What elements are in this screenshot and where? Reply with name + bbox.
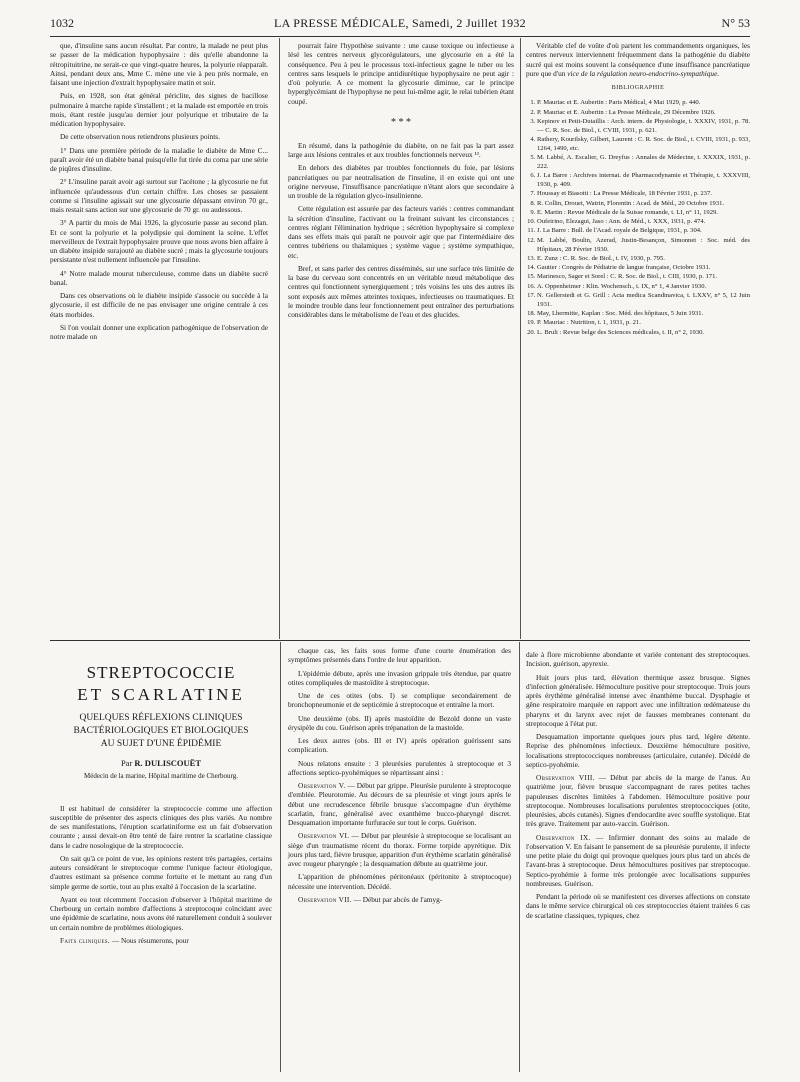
paragraph: chaque cas, les faits sous forme d'une courte énumération des symptômes présentés dans l'ordre de leur apparition. [288,646,511,665]
observation-label: Observation VII. [298,894,352,904]
bibliography-entry: 20. L. Bruli : Revue belge des Sciences médicales, t. II, n° 2, 1930. [537,329,750,338]
article-subtitle: QUELQUES RÉFLEXIONS CLINIQUES BACTÉRIOLOGIQUES ET BIOLOGIQUES AU SUJET D'UNE ÉPIDÉMIE [73,713,249,749]
bibliography-entry: 4. Rathery, Kourilsky, Gilbert, Laurent : C. R. Soc. de Biol., t. CVIII, 1931, p. 933, 1264, 1490, etc. [537,136,750,154]
bibliography-entry: 10. Oufeirino, Elezagui, Jaso : Ann. de Méd., t. XXX, 1931, p. 474. [537,218,750,227]
paragraph: En dehors des diabètes par troubles fonctionnels du foie, par lésions pancréatiques ou par neutralisation de l'insuline, il en existe qui ont une origine nerveuse, l'insuffisance pancréatique n'étant alors que secondaire à un trouble de la régulation glyco-insulinienne. [288,163,514,200]
paragraph: L'épidémie débute, après une invasion grippale très étendue, par quatre otites compliquées de mastoïdite à streptocoque. [288,668,511,687]
bibliography-entry: 8. R. Collin, Drouet, Watrin, Florentin : Acad. de Méd., 20 Octobre 1931. [537,200,750,209]
column-rule [519,642,520,1072]
paragraph: 1° Dans une première période de la maladie le diabète de Mme C... paraît avoir été un diabète banal puisqu'elle fut tirée du coma par une série de piqûres d'insuline. [50,145,268,173]
bibliography-entry: 15. Marinesco, Sager et Sorel : C. R. Soc. de Biol., t. CIII, 1930, p. 171. [537,273,750,282]
paragraph: Faits cliniques. — Nous résumerons, pour [60,935,189,945]
observation-paragraph: Observation V. — Début par grippe. Pleurésie purulente à streptocoque d'emblée. Pleurotomie. Au décours de sa pleurésie et vingt jours après le début une recrudescence fébrile brusque s'accompagne d'un érythème scarlatin, franc, généralisé avec exanthème bucco-pharyngé discret. Desquamation importante furfuracée sur tout le corps. Guérison. [288,781,511,827]
column-rule [520,38,521,639]
bibliography-entry: 18. May, Lhermitte, Kaplan : Soc. Méd. des hôpitaux, 5 Juin 1931. [537,310,750,319]
paragraph: Desquamation importante quelques jours plus tard, légère détente. Reprise des phénomènes infectieux. Deuxième hémoculture positive, localisations streptococciques nombreuses (articulaire, cutanée). Décédé de septico-pyohémie. [526,732,750,769]
paragraph: Cette régulation est assurée par des facteurs variés : centres commandant la sécrétion d'insuline, l'activant ou la freinant suivant les circonstances ; centres réglant l'élimination hydrique ; sécrétion hypophysaire si complexe dans ses effets mais qui paraît ne pouvoir agir que par l'intermédiaire des centres tubériens ou thalamiques ; système vague ; système sympathique, etc. [288,204,514,260]
paragraph: En résumé, dans la pathogénie du diabète, on ne fait pas la part assez large aux lésions centrales et aux troubles fonctionnels nerveux ¹³. [288,140,514,159]
observation-label: Observation VI. [298,831,350,841]
bibliography-entry: 12. M. Labbé, Boulin, Azerad, Justin-Besançon, Simonnet : Soc. méd. des Hôpitaux, 28 Février 1930. [537,237,750,255]
paragraph: L'apparition de phénomènes péritonéaux (péritonite à streptocoque) nécessite une intervention. Décédé. [288,872,511,891]
bibliography-entry: 16. A. Oppenheimer : Klin. Wochensch., t. IX, n° 1, 4 Janvier 1930. [537,283,750,292]
observation-paragraph: Observation VI. — Début par pleurésie à streptocoque se localisant au siège d'un traumatisme récent du thorax. Forme torpide apyrétique. Dix jours plus tard, fièvre brusque, apparition d'un érythème scarlatin généralisé avec rougeur pharyngée ; la desquamation débute au quatrième jour. [288,831,511,868]
issue-number: N° 53 [721,16,750,30]
observation-paragraph: Observation VII. — Début par abcès de l'amyg- [298,894,443,904]
paragraph: Ayant eu tout récemment l'occasion d'observer à l'hôpital maritime de Cherbourg un certain nombre d'affections à streptocoque coïncidant avec une épidémie de scarlatine, nous avons été naturellement conduit à soulever un certain nombre de problèmes étiologiques. [50,894,272,932]
article-title-line-1: STREPTOCOCCIE [86,663,236,682]
author-name: R. DULISCOUËT [134,758,202,768]
bibliography-entry: 11. J. La Barre : Bull. de l'Acad. royale de Belgique, 1931, p. 304. [537,227,750,236]
bibliography-entry: 13. E. Zunz : C. R. Soc. de Biol., t. IV, 1930, p. 795. [537,255,750,264]
bibliography-entry: 6. J. La Barre : Archives internat. de Pharmacodynamie et Thérapie, t. XXXVIII, 1930, p. 409. [537,172,750,190]
paragraph: On sait qu'à ce point de vue, les opinions restent très partagées, certains auteurs considérant le streptocoque comme l'unique facteur étiologique, d'autres estimant sa présence comme fortuite et le mettant au rang d'un simple germe de sortie, tout au plus exalté à l'occasion de la scarlatine. [50,853,272,891]
paragraph: Une deuxième (obs. II) après mastoïdite de Bezold donne un vaste érysipèle du cou. Guérison après trépanation de la mastoïde. [288,713,511,732]
top-column-1 [50,41,268,341]
observation-label: Observation VIII. [536,773,595,782]
article-column-3 [526,646,750,920]
bibliography-entry: 1. P. Mauriac et E. Aubertin : Paris Médical, 4 Mai 1929, p. 440. [537,99,750,108]
paragraph: Si l'on voulait donner une explication pathogénique de l'observation de notre malade on [50,322,268,341]
article-title-line-2: ET SCARLATINE [77,685,245,704]
paragraph: Une de ces otites (obs. I) se complique secondairement de bronchopneumonie et de septicémie à streptocoque et entraîne la mort. [288,691,511,710]
article-heading [50,662,272,782]
observation-label: Observation V. [298,781,346,790]
bibliography-entry: 2. P. Mauriac et E. Aubertin : La Presse Médicale, 29 Décembre 1926. [537,109,750,118]
column-rule [280,642,281,1072]
bibliography-entry: 7. Houssay et Biasotti : La Presse Médicale, 18 Février 1931, p. 237. [537,190,750,199]
byline: Par R. DULISCOUËT [120,758,202,768]
paragraph: pourrait faire l'hypothèse suivante : une cause toxique ou infectieuse a lésé les centres nerveux glycorégulateurs, une glycosurie en a été la conséquence. Peu à peu le processus toxi-infectieux gagne le tuber ou les centres sans lesquels le principe antidiurétique hypophysaire ne peut agir : d'où polyurie. A ce moment la glycosurie diminue, car le principe hyperglycémiant de l'hypophyse ne peut lui-même agir, le relai tubérien étant coupé. [288,41,514,106]
bibliography-entry: 14. Gautier : Congrès de Pédiatrie de langue française, Octobre 1931. [537,264,750,273]
bibliography-entry: 17. N. Gellerstedt et G. Grill : Acta medica Scandinavica, t. LXXV, n° 5, 12 Juin 1931. [537,292,750,310]
header-rule [50,36,750,37]
paragraph: Huit jours plus tard, élévation thermique assez brusque. Signes d'infection généralisée. Hémoculture positive pour streptocoque. Trois jours après érythème généralisé intense avec énanthème buccal. Dysphagie et gêne respiratoire marquée en rapport avec une infiltration œdémateuse du pharynx et du larynx avec rejet de fausses membranes contenant du streptocoque à l'état pur. [526,672,750,728]
bibliography-list [526,99,750,337]
paragraph: De cette observation nous retiendrons plusieurs points. [60,132,220,142]
author-affiliation: Médecin de la marine, Hôpital maritime de Cherbourg. [83,772,239,781]
paragraph: Pendant la période où se manifestent ces diverses affections on constate dans le même service chirurgical où ces streptococcies étaient traitées 6 cas de scarlatine classiques, typiques, chez [526,892,750,920]
journal-title: LA PRESSE MÉDICALE, Samedi, 2 Juillet 1932 [274,16,526,30]
observation-label: Observation IX. [536,832,591,842]
paragraph: Bref, et sans parler des centres disséminés, sur une surface très limitée de la base du cerveau sont concentrés en un véritable nœud métabolique des centres qui fonctionnent synergiquement ; très voisins les uns des autres ils sont exposés aux mêmes atteintes toxiques, infectieuses ou traumatiques. Et le moindre trouble dans leur fonctionnement peut entraîner des perturbations considérables dans le métabolisme de l'eau et des glucides. [288,263,514,319]
paragraph: Il est habituel de considérer la streptococcie comme une affection susceptible de présenter des aspects cliniques des plus variés. Au nombre de ses manifestations, l'éruption scarlatiniforme est un fait d'observation courante ; aussi devait-on être tenté de faire rentrer la scarlatine classique dans le cadre nosologique de la streptococcie. [50,803,272,850]
paragraph: Les deux autres (obs. III et IV) après opération guérissent sans complication. [288,736,511,755]
paragraph: 3° A partir du mois de Mai 1926, la glycosurie passe au second plan. Et ce sont la polyurie et la polydipsie qui dominent la scène. L'effet merveilleux de l'extrait hypophysaire prouve que nous avons bien affaire à un diabète insipide surajouté au diabète sucré ; mais la glycosurie toujours persistante n'est nullement influencée par l'insuline. [50,218,268,265]
bibliography-entry: 5. M. Labbé, A. Escalier, G. Dreyfus : Annales de Médecine, t. XXXIX, 1931, p. 222. [537,154,750,172]
paragraph: Nous relatons ensuite : 3 pleurésies purulentes à streptocoque et 3 affections septico-pyohémiques se répartissant ainsi : [288,758,511,777]
top-column-2 [288,41,514,319]
bibliography-entry: 19. P. Mauriac : Nutrition, t. 1, 1931, p. 21. [537,319,750,328]
paragraph: 2° L'insuline parait avoir agi surtout sur l'acétone ; la glycosurie ne fut influencée qu'audessous d'un certain chiffre. Les choses se passaient comme si l'insuline agissait sur une glycosurie dépassant environ 70 gr., mais restait sans action sur une glycosurie de 70 gr. ou audessous. [50,177,268,214]
article-column-1 [50,646,272,945]
bibliography-entry: 3. Kepinov et Petit-Dutaillis : Arch. intern. de Physiologie, t. XXXIV, 1931, p. 78. — C. R. Soc. de Biol., t. CVIII, 1931, p. 621. [537,118,750,136]
section-divider [50,640,750,641]
paragraph: que, d'insuline sans aucun résultat. Par contre, la malade ne peut plus se passer de la médication hypophysaire : dès qu'elle abandonne la rétropituitrine, ne serait-ce que vingt-quatre heures, la polyurie réapparaît. Ainsi, pendant deux ans, Mme C. mène une vie à peu près normale, en faisant une injection d'extrait hypophysaire matin et soir. [50,41,268,87]
running-header [50,16,750,34]
section-stars: * * * [391,116,411,128]
article-column-2 [288,646,511,904]
top-column-3 [526,41,750,338]
bibliography-entry: 9. E. Martin : Revue Médicale de la Suisse romande, t. LI, n° 11, 1929. [537,209,750,218]
observation-paragraph: Observation VIII. — Début par abcès de la marge de l'anus. Au quatrième jour, fièvre brusque s'accompagnant de rares petites taches papuleuses discrètes limitées à l'abdomen. Hémoculture positive pour streptocoque. Nombreuses localisations purulentes streptococciques (otite, pleurésies, abcès cutanés). Signes d'endocardite avec souffle systolique. Etat très grave. Traitement par auto-vaccin. Guérison. [526,773,750,829]
column-rule [279,38,280,639]
bibliography-heading: BIBLIOGRAPHIE [611,85,665,91]
conclusion-paragraph: Véritable clef de voûte d'où partent les commandements organiques, les centres nerveux interviennent fréquemment dans la pathogénie du diabète sucré qui est moins souvent la conséquence d'une insuffisance pancréatique pure que d'un vice de la régulation neuro-endocrino-sympathique. [526,41,750,78]
paragraph: Puis, en 1928, son état général périclite, des signes de bacillose pulmonaire à marche rapide s'installent ; et la malade est emportée en trois mois, étant restée jusqu'au dernier jour polyurique et tributaire de la médication hypophysaire. [50,91,268,128]
paragraph: dale à flore microbienne abondante et variée contenant des streptocoques. Incision, guérison, apyrexie. [526,650,750,669]
observation-paragraph: Observation IX. — Infirmier donnant des soins au malade de l'observation V. En faisant le pansement de sa pleurésie purulente, il infecte une petite plaie du doigt qui provoque quelques jours plus tard un abcès de l'avant-bras à streptocoque. Deux hémocultures positives par streptocoque. Septico-pyohémie à forme très prolongée avec localisations suppurées nombreuses. Guérison. [526,832,750,888]
paragraph: Dans ces observations où le diabète insipide s'associe ou succède à la glycosurie, il est difficile de ne pas envisager une origine centrale à ces états morbides. [50,291,268,319]
page-number: 1032 [50,16,74,30]
paragraph: 4° Notre malade mourut tuberculeuse, comme dans un diabète sucré banal. [50,268,268,287]
